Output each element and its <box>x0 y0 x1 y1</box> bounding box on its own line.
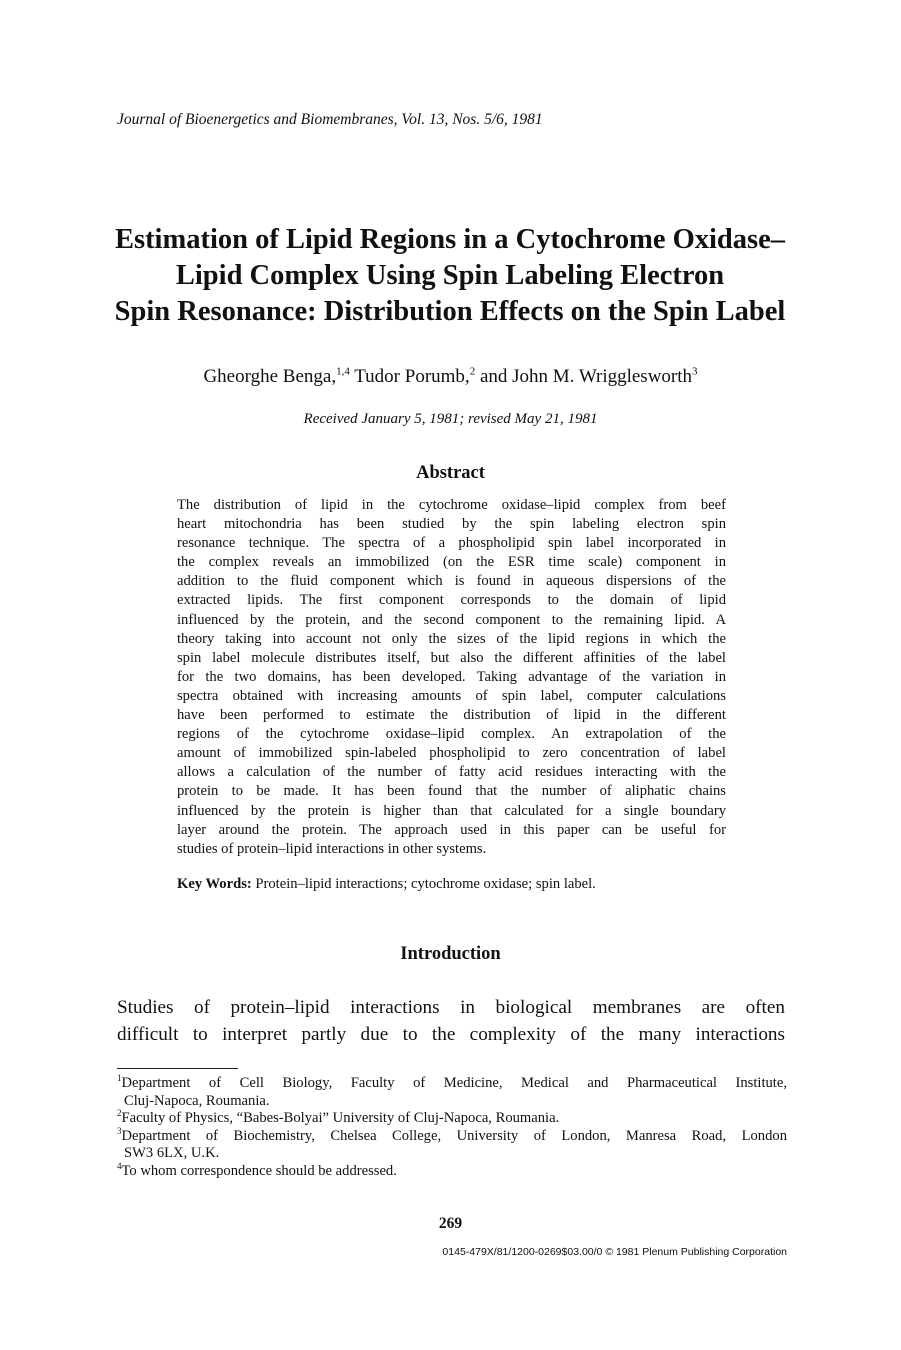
journal-citation: Journal of Bioenergetics and Biomembranes, Vol. 13, Nos. 5/6, 1981 <box>117 111 543 128</box>
introduction-body <box>117 994 785 1048</box>
abstract-line: influenced by the protein, and the second component to the remaining lipid. A <box>177 611 726 628</box>
footnote <box>117 1163 787 1181</box>
footnote-rule <box>117 1068 238 1069</box>
footnote-mark: 2 <box>117 1108 122 1119</box>
author-list <box>0 366 901 388</box>
footnote-text: Department of Biochemistry, Chelsea College, University of London, Manresa Road, London <box>121 1127 787 1144</box>
author-name: and John M. Wrigglesworth <box>475 366 693 387</box>
author-affiliation-mark: 2 <box>469 365 476 378</box>
key-words-text: Protein–lipid interactions; cytochrome oxidase; spin label. <box>251 876 596 892</box>
introduction-heading: Introduction <box>400 944 501 964</box>
abstract-line: influenced by the protein is higher than that calculated for a single boundary <box>177 802 726 819</box>
footnote-text: To whom correspondence should be addressed. <box>121 1162 397 1179</box>
author-name: Tudor Porumb, <box>349 366 470 387</box>
abstract-line: for the two domains, has been developed. Taking advantage of the variation in <box>177 668 726 685</box>
abstract-line: the complex reveals an immobilized (on the ESR time scale) component in <box>177 554 726 571</box>
article-title <box>80 222 820 330</box>
author-name: Gheorghe Benga, <box>203 366 337 387</box>
introduction-line: Studies of protein–lipid interactions in biological membranes are often <box>117 997 785 1018</box>
key-words <box>177 876 596 893</box>
footnote-line <box>117 1110 787 1128</box>
abstract-line: resonance technique. The spectra of a phospholipid spin label incorporated in <box>177 535 726 552</box>
abstract-line: protein to be made. It has been found that the number of aliphatic chains <box>177 783 726 800</box>
abstract-line: extracted lipids. The first component corresponds to the domain of lipid <box>177 592 726 609</box>
footnote-line <box>117 1125 787 1146</box>
footnote-mark: 3 <box>117 1125 122 1136</box>
footnote-line <box>117 1163 787 1181</box>
abstract-line: studies of protein–lipid interactions in other systems. <box>177 840 487 857</box>
abstract-line: theory taking into account not only the sizes of the lipid regions in which the <box>177 630 726 647</box>
abstract-line: amount of immobilized spin-labeled phospholipid to zero concentration of label <box>177 745 726 762</box>
footnote-line <box>117 1075 787 1093</box>
footnote-text: Faculty of Physics, “Babes-Bolyai” University of Cluj-Napoca, Roumania. <box>121 1110 560 1127</box>
footnote-line: SW3 6LX, U.K. <box>124 1145 220 1162</box>
footnote <box>117 1110 787 1128</box>
abstract-line: spectra obtained with increasing amounts of spin label, computer calculations <box>177 687 726 704</box>
footnote-line: Cluj-Napoca, Roumania. <box>124 1092 270 1109</box>
abstract-body <box>177 496 726 859</box>
title-line: Estimation of Lipid Regions in a Cytochrome Oxidase– <box>114 224 786 255</box>
copyright-line: 0145-479X/81/1200-0269$03.00/0 © 1981 Plenum Publishing Corporation <box>442 1246 787 1258</box>
author-affiliation-mark: 3 <box>692 365 698 378</box>
abstract-line: The distribution of lipid in the cytochrome oxidase–lipid complex from beef <box>177 497 726 513</box>
abstract-heading: Abstract <box>416 463 485 483</box>
footnotes <box>117 1075 787 1181</box>
abstract-line: spin label molecule distributes itself, but also the different affinities of the label <box>177 649 726 666</box>
abstract-line: have been performed to estimate the distribution of lipid in the different <box>177 707 726 724</box>
title-line: Spin Resonance: Distribution Effects on the Spin Label <box>114 296 786 327</box>
abstract-line: layer around the protein. The approach used in this paper can be useful for <box>177 821 726 838</box>
abstract-line: heart mitochondria has been studied by the spin labeling electron spin <box>177 516 726 533</box>
key-words-label: Key Words: <box>177 876 252 892</box>
footnote <box>117 1125 787 1163</box>
page-number: 269 <box>438 1215 463 1232</box>
abstract-line: allows a calculation of the number of fatty acid residues interacting with the <box>177 764 726 781</box>
footnote-mark: 4 <box>117 1161 122 1172</box>
author-affiliation-mark: 1,4 <box>336 365 350 378</box>
introduction-line: difficult to interpret partly due to the complexity of the many interactions <box>117 1024 785 1045</box>
received-dates: Received January 5, 1981; revised May 21, 1981 <box>303 411 598 427</box>
footnote-text: Department of Cell Biology, Faculty of Medicine, Medical and Pharmaceutical Institute, <box>121 1075 787 1091</box>
title-line: Lipid Complex Using Spin Labeling Electron <box>175 260 725 291</box>
abstract-line: regions of the cytochrome oxidase–lipid complex. An extrapolation of the <box>177 726 726 743</box>
footnote <box>117 1075 787 1110</box>
abstract-line: addition to the fluid component which is found in aqueous dispersions of the <box>177 573 726 590</box>
footnote-mark: 1 <box>117 1073 122 1084</box>
